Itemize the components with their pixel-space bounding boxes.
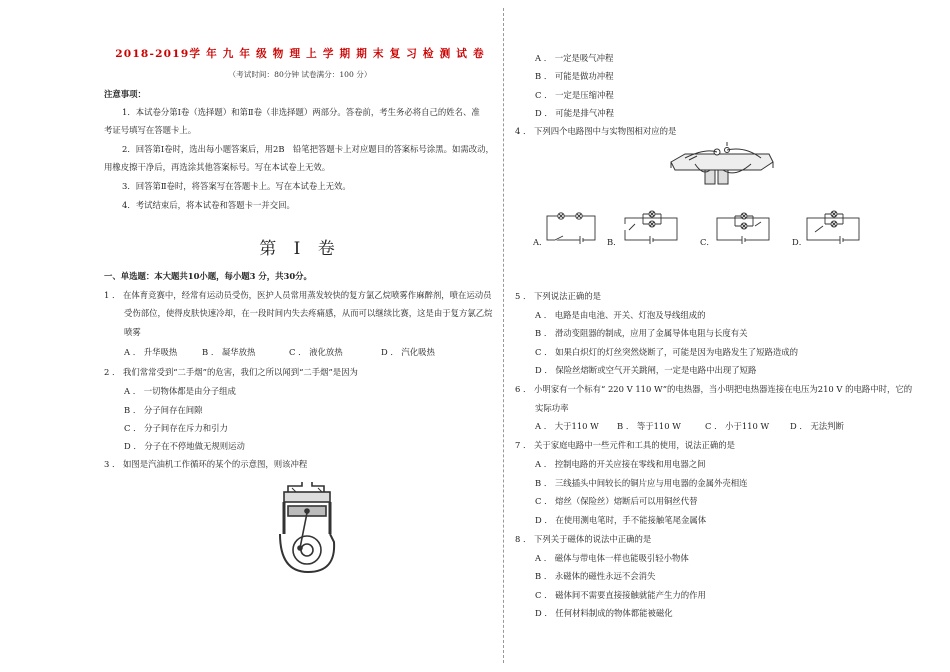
q3-option-a[interactable]: A ． 一定是吸气冲程	[535, 53, 614, 63]
engine-cylinder-diagram	[274, 482, 340, 574]
q8-option-b[interactable]: B ． 永磁体的磁性永远不会消失	[535, 571, 656, 581]
q4-schematic-d[interactable]	[805, 212, 861, 242]
q4-stem: 4 ． 下列四个电路图中与实物图相对应的是	[515, 126, 677, 136]
notes-heading: 注意事项：	[104, 89, 146, 99]
q8-option-c[interactable]: C ． 磁体间不需要直接接触就能产生力的作用	[535, 590, 706, 600]
exam-title: 2018-2019学 年 九 年 级 物 理 上 学 期 期 末 复 习 检 测 试 卷	[115, 48, 485, 60]
q7-option-d[interactable]: D ． 在使用测电笔时，手不能接触笔尾金属体	[535, 515, 707, 525]
notes-item: 3．回答第Ⅱ卷时，将答案写在答题卡上。写在本试卷上无效。	[122, 181, 351, 191]
q2-option-a[interactable]: A ． 一切物体都是由分子组成	[124, 386, 236, 396]
q6-stem: 6 ． 小明家有一个标有“ 220 V 110 W”的电热器，当小明把电热器连接在电压为210 V 的电路中时，它的	[515, 384, 913, 394]
q4-option-b[interactable]: B．	[607, 237, 622, 247]
q1-option-d[interactable]: D ． 汽化吸热	[381, 347, 435, 357]
q4-option-c[interactable]: C．	[700, 237, 715, 247]
notes-item: 用橡皮擦干净后，再选涂其他答案标号。写在本试卷上无效。	[104, 162, 331, 172]
q6-option-c[interactable]: C ． 小于110 W	[705, 421, 770, 431]
q2-option-b[interactable]: B ． 分子间存在间隙	[124, 405, 203, 415]
q8-stem: 8 ． 下列关于磁体的说法中正确的是	[515, 534, 652, 544]
column-divider	[503, 8, 504, 663]
q2-option-d[interactable]: D ． 分子在不停地做无规则运动	[124, 441, 245, 451]
q8-option-a[interactable]: A ． 磁体与带电体一样也能吸引轻小物体	[535, 553, 689, 563]
notes-item: 考证号填写在答题卡上。	[104, 125, 197, 135]
q4-option-d[interactable]: D．	[792, 237, 808, 247]
q3-stem: 3 ． 如图是汽油机工作循环的某个的示意图，则该冲程	[104, 459, 308, 469]
q7-option-c[interactable]: C ． 熔丝（保险丝）熔断后可以用铜丝代替	[535, 496, 698, 506]
notes-item: 4．考试结束后，将本试卷和答题卡一并交回。	[122, 200, 295, 210]
q4-schematic-c[interactable]	[715, 212, 771, 242]
q1-stem: 1 ． 在体育竞赛中，经常有运动员受伤，医护人员常用蒸发较快的复方氯乙烷喷雾作麻醉剂，喷在运动员	[104, 290, 492, 300]
q1-option-c[interactable]: C ． 液化放热	[289, 347, 343, 357]
physical-circuit-diagram	[665, 140, 777, 188]
q3-option-d[interactable]: D ． 可能是排气冲程	[535, 108, 615, 118]
section-title: 第 Ⅰ 卷	[259, 239, 341, 259]
q2-stem: 2 ． 我们常常受到“二手烟”的危害，我们之所以闻到“二手烟”是因为	[104, 367, 358, 377]
q5-stem: 5 ． 下列说法正确的是	[515, 291, 602, 301]
q4-option-a[interactable]: A．	[533, 237, 548, 247]
q8-option-d[interactable]: D ． 任何材料制成的物体都能被磁化	[535, 608, 673, 618]
q5-option-a[interactable]: A ． 电路是由电池、开关、灯泡及导线组成的	[535, 310, 706, 320]
right-column	[515, 0, 913, 672]
q4-schematic-b[interactable]	[623, 212, 679, 242]
q6-option-d[interactable]: D ． 无法判断	[790, 421, 844, 431]
q1-stem: 喷雾	[124, 327, 141, 337]
part1-heading: 一、单选题：本大题共10小题，每小题3 分，共30分。	[104, 271, 312, 281]
q2-option-c[interactable]: C ． 分子间存在斥力和引力	[124, 423, 228, 433]
q3-option-b[interactable]: B ． 可能是做功冲程	[535, 71, 614, 81]
q3-option-c[interactable]: C ． 一定是压缩冲程	[535, 90, 614, 100]
q7-option-b[interactable]: B ． 三线插头中间较长的铜片应与用电器的金属外壳相连	[535, 478, 748, 488]
q5-option-c[interactable]: C ． 如果白炽灯的灯丝突然烧断了，可能是因为电路发生了短路造成的	[535, 347, 798, 357]
q7-stem: 7 ． 关于家庭电路中一些元件和工具的使用，说法正确的是	[515, 440, 736, 450]
q6-option-a[interactable]: A ． 大于110 W	[535, 421, 599, 431]
q6-stem: 实际功率	[535, 403, 569, 413]
q7-option-a[interactable]: A ． 控制电路的开关应接在零线和用电器之间	[535, 459, 706, 469]
q1-stem: 受伤部位，使得皮肤快速冷却，在一段时间内失去疼痛感，从而可以继续比赛，这是由于复方氯乙烷	[124, 308, 493, 318]
q5-option-b[interactable]: B ． 滑动变阻器的制成，应用了金属导体电阻与长度有关	[535, 328, 748, 338]
q4-schematic-a[interactable]	[545, 212, 597, 242]
exam-subtitle: （考试时间：80分钟 试卷满分：100 分）	[228, 70, 372, 79]
notes-item: 1．本试卷分第Ⅰ卷（选择题）和第Ⅱ卷（非选择题）两部分。答卷前，考生务必将自己的姓名、准	[122, 107, 480, 117]
left-column	[104, 0, 496, 672]
q1-option-b[interactable]: B ． 凝华放热	[202, 347, 256, 357]
q6-option-b[interactable]: B ． 等于110 W	[617, 421, 681, 431]
notes-item: 2．回答第Ⅰ卷时，选出每小题答案后，用2B 铅笔把答题卡上对应题目的答案标号涂黑。如需改动，	[122, 144, 494, 154]
q1-option-a[interactable]: A ． 升华吸热	[124, 347, 178, 357]
q5-option-d[interactable]: D ． 保险丝熔断或空气开关跳闸，一定是电路中出现了短路	[535, 365, 757, 375]
